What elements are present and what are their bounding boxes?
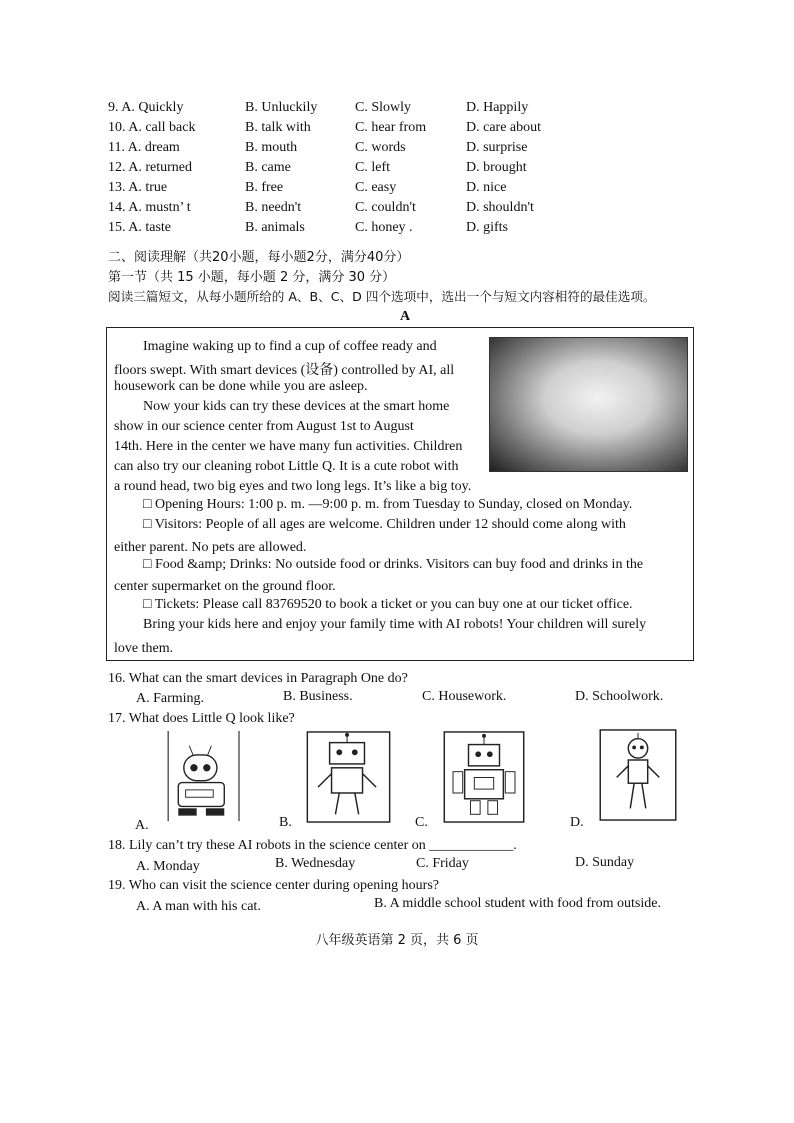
opt-a-text: A. Quickly: [121, 100, 184, 115]
option-b: B. talk with: [245, 120, 311, 135]
option-d: D. nice: [466, 180, 507, 195]
passage-line: a round head, two big eyes and two long legs. It’s like a big toy.: [114, 479, 472, 494]
option-b: B. Unluckily: [245, 100, 318, 115]
option-row-14: [108, 200, 708, 220]
option-d: D. surprise: [466, 140, 528, 155]
q17-option-c: C.: [415, 815, 428, 830]
q19-option-a: A. A man with his cat.: [136, 899, 261, 914]
passage-line: Bring your kids here and enjoy your family time with AI robots! Your children will surely: [143, 617, 647, 632]
robot-picture-b: [305, 731, 392, 823]
option-c: C. left: [355, 160, 390, 175]
q17-option-b: B.: [279, 815, 292, 830]
question-16: 16. What can the smart devices in Paragraph One do?: [108, 671, 408, 686]
option-c: C. couldn't: [355, 200, 416, 215]
q19-option-b: B. A middle school student with food from outside.: [374, 896, 661, 911]
opt-a-text: A. true: [128, 180, 168, 195]
option-a: [108, 160, 192, 176]
option-a: [108, 180, 167, 196]
q18-option-b: B. Wednesday: [275, 856, 356, 871]
passage-line: □ Opening Hours: 1:00 p. m. —9:00 p. m. from Tuesday to Sunday, closed on Monday.: [143, 497, 633, 512]
passage-line: can also try our cleaning robot Little Q. It is a cute robot with: [114, 459, 459, 474]
q-num: 12.: [108, 160, 126, 175]
passage-line: show in our science center from August 1st to August: [114, 419, 414, 434]
opt-a-text: A. taste: [128, 220, 171, 235]
option-c: C. words: [355, 140, 406, 155]
q18-option-d: D. Sunday: [575, 855, 635, 870]
option-a: [108, 100, 183, 116]
q-num: 14.: [108, 200, 126, 215]
option-d: D. gifts: [466, 220, 508, 235]
passage-line: □ Tickets: Please call 83769520 to book a ticket or you can buy one at our ticket office.: [143, 597, 633, 612]
option-a: [108, 220, 171, 236]
option-a: [108, 200, 191, 216]
robot-photo: [489, 337, 688, 472]
option-row-13: [108, 180, 708, 200]
option-b: B. mouth: [245, 140, 298, 155]
robot-picture-a: [162, 731, 247, 823]
passage-line: either parent. No pets are allowed.: [114, 540, 307, 555]
passage-line: Now your kids can try these devices at the smart home: [143, 399, 450, 414]
passage-line: 14th. Here in the center we have many fun activities. Children: [114, 439, 463, 454]
option-c: C. easy: [355, 180, 397, 195]
option-row-9: [108, 100, 708, 120]
option-row-10: [108, 120, 708, 140]
option-row-11: [108, 140, 708, 160]
q-num: 9.: [108, 100, 119, 115]
passage-line: Imagine waking up to find a cup of coffee ready and: [143, 339, 437, 354]
question-17: 17. What does Little Q look like?: [108, 711, 295, 726]
option-b: B. needn't: [245, 200, 302, 215]
q16-option-c: C. Housework.: [422, 689, 507, 704]
part-one-title: 第一节（共 15 小题，每小题 2 分，满分 30 分）: [108, 270, 396, 285]
opt-a-text: A. returned: [128, 160, 192, 175]
passage-line: housework can be done while you are asleep.: [114, 379, 368, 394]
option-row-15: [108, 220, 708, 240]
option-d: D. Happily: [466, 100, 529, 115]
q16-option-a: A. Farming.: [136, 691, 205, 706]
option-d: D. brought: [466, 160, 527, 175]
section-title: 二、阅读理解（共20小题，每小题2分，满分40分）: [108, 250, 410, 265]
q18-option-c: C. Friday: [416, 856, 469, 871]
option-b: B. came: [245, 160, 291, 175]
passage-line: center supermarket on the ground floor.: [114, 579, 336, 594]
option-d: D. care about: [466, 120, 542, 135]
passage-line: □ Visitors: People of all ages are welcome. Children under 12 should come along with: [143, 517, 626, 532]
q17-option-d: D.: [570, 815, 584, 830]
q-num: 11.: [108, 140, 125, 155]
opt-a-text: A. mustn’ t: [128, 200, 191, 215]
q16-option-d: D. Schoolwork.: [575, 689, 664, 704]
passage-line: love them.: [114, 641, 174, 656]
passage-label: A: [400, 309, 411, 324]
passage-line: □ Food &amp; Drinks: No outside food or drinks. Visitors can buy food and drinks in the: [143, 557, 644, 572]
question-18: 18. Lily can’t try these AI robots in the science center on ____________.: [108, 838, 517, 853]
option-d: D. shouldn't: [466, 200, 534, 215]
robot-picture-d: [598, 729, 678, 821]
opt-a-text: A. call back: [128, 120, 196, 135]
option-a: [108, 140, 180, 156]
q-num: 13.: [108, 180, 126, 195]
page-footer: 八年级英语第 2 页，共 6 页: [315, 933, 479, 948]
q-num: 10.: [108, 120, 126, 135]
option-c: C. hear from: [355, 120, 427, 135]
q16-option-b: B. Business.: [283, 689, 353, 704]
option-a: [108, 120, 195, 136]
instruction: 阅读三篇短文，从每小题所给的 A、B、C、D 四个选项中，选出一个与短文内容相符的最佳选项。: [108, 289, 656, 304]
q-num: 15.: [108, 220, 126, 235]
q17-option-a: A.: [135, 818, 149, 833]
q18-option-a: A. Monday: [136, 859, 200, 874]
question-19: 19. Who can visit the science center during opening hours?: [108, 878, 439, 893]
option-row-12: [108, 160, 708, 180]
option-c: C. Slowly: [355, 100, 412, 115]
option-b: B. free: [245, 180, 284, 195]
robot-picture-c: [442, 731, 526, 823]
option-c: C. honey .: [355, 220, 413, 235]
opt-a-text: A. dream: [127, 140, 180, 155]
option-b: B. animals: [245, 220, 305, 235]
passage-line: floors swept. With smart devices (设备) controlled by AI, all: [114, 363, 455, 378]
